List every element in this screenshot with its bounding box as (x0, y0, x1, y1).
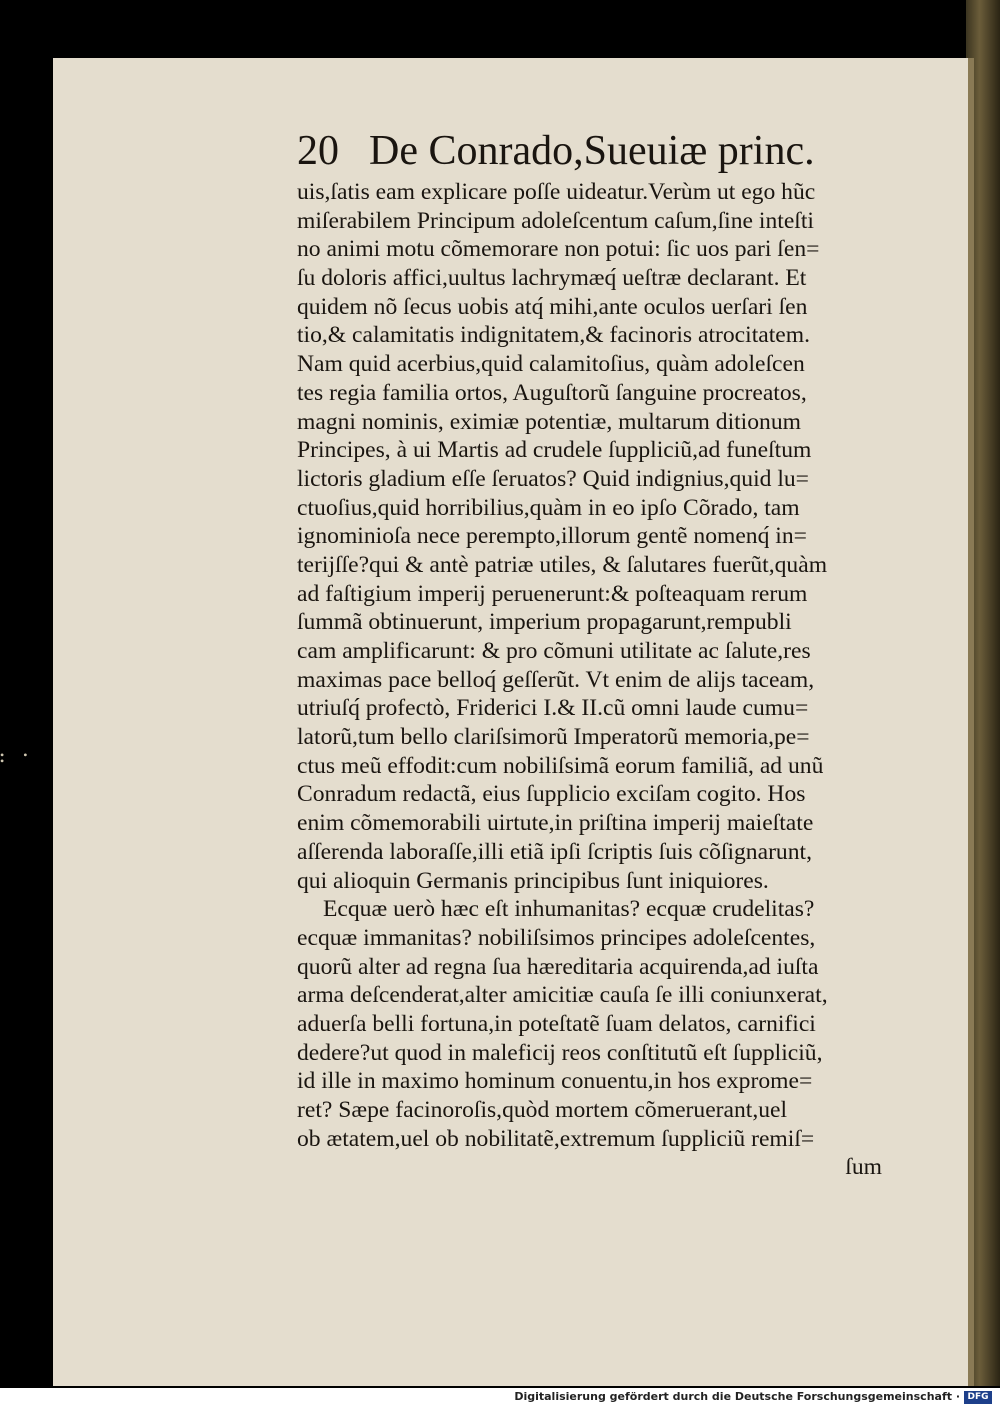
text-line: ret? Sæpe facinoroſis,quòd mortem cõmeruerant,uel (297, 1097, 788, 1123)
text-line: ob ætatem,uel ob nobilitatẽ,extremum ſuppliciũ remiſ= (297, 1125, 815, 1152)
text-line: miſerabilem Principum adoleſcentum caſum,ſine inteſti (297, 207, 814, 234)
digitization-footer (0, 1388, 1000, 1408)
text-line: ctus meũ effodit:cum nobiliſsimã eorum familiã, ad unũ (297, 752, 824, 779)
text-line: uis,ſatis eam explicare poſſe uideatur.Verùm ut ego hũc (297, 179, 816, 205)
page-number: 20 (297, 128, 339, 174)
text-line: Nam quid acerbius,quid calamitoſius, quàm adoleſcen (297, 351, 805, 378)
funding-credit: Digitalisierung gefördert durch die Deutsche Forschungsgemeinschaft · (514, 1390, 960, 1403)
dfg-logo: DFG (964, 1391, 992, 1404)
text-line: terijſſe?qui & antè patriæ utiles, & ſalutares fuerũt,quàm (297, 551, 828, 578)
text-line: magni nominis, eximiæ potentiæ, multarum ditionum (297, 408, 801, 435)
text-line: ſu doloris affici,uultus lachrymæq́ ueſtræ declarant. Et (297, 265, 807, 292)
text-line: arma deſcenderat,alter amicitiæ cauſa ſe illi coniunxerat, (297, 982, 828, 1009)
text-line: aduerſa belli fortuna,in poteſtatẽ ſuam delatos, carnifici (297, 1010, 816, 1037)
text-line: quidem nõ ſecus uobis atq́ mihi,ante oculos uerſari ſen (297, 293, 808, 320)
text-line: ctuoſius,quid horribilius,quàm in eo ipſo Cõrado, tam (297, 494, 800, 521)
text-line: cam amplificarunt: & pro cõmuni utilitate ac ſalute,res (297, 638, 811, 664)
text-line: qui alioquin Germanis principibus ſunt iniquiores. (297, 867, 769, 894)
text-line: no animi motu cõmemorare non potui: ſic uos pari ſen= (297, 236, 820, 263)
text-line: ignominioſa nece perempto,illorum gentẽ nomenq́ in= (297, 523, 807, 550)
text-line: latorũ,tum bello clariſsimorũ Imperatorũ memoria,pe= (297, 724, 810, 751)
catchword: ſum (845, 1154, 882, 1181)
page-header (297, 126, 877, 176)
text-line: lictoris gladium eſſe ſeruatos? Quid indignius,quid lu= (297, 465, 809, 492)
text-line: ad faſtigium imperij peruenerunt:& poſteaquam rerum (297, 580, 808, 607)
running-title: De Conrado,Sueuiæ princ. (369, 128, 815, 174)
text-line: utriuſq́ profectò, Friderici I.& II.cũ omni laude cumu= (297, 695, 809, 722)
text-line: ſummã obtinuerunt, imperium propagarunt,rempubli (297, 609, 792, 636)
text-line: ecquæ immanitas? nobiliſsimos principes adoleſcentes, (297, 924, 816, 951)
body-text (297, 178, 882, 1182)
paragraph-start-line: Ecquæ uerò hæc eſt inhumanitas? ecquæ crudelitas? (323, 896, 815, 923)
scan-margin-dots: • • • (0, 748, 36, 768)
text-line: id ille in maximo hominum conuentu,in hos exprome= (297, 1068, 813, 1095)
text-line: aſſerenda laboraſſe,illi etiã ipſi ſcriptis ſuis cõſignarunt, (297, 838, 812, 865)
text-line: Conradum redactã, eius ſupplicio exciſam cogito. Hos (297, 781, 806, 808)
text-line: enim cõmemorabili uirtute,in priſtina imperij maieſtate (297, 810, 814, 837)
text-line: tio,& calamitatis indignitatem,& facinoris atrocitatem. (297, 322, 811, 349)
text-line: Principes, à ui Martis ad crudele ſuppliciũ,ad funeſtum (297, 437, 812, 464)
text-line: tes regia familia ortos, Auguſtorũ ſanguine procreatos, (297, 379, 807, 406)
text-line: maximas pace belloq́ geſſerũt. Vt enim de alijs taceam, (297, 666, 815, 693)
text-line: dedere?ut quod in maleficij reos conſtitutũ eſt ſuppliciũ, (297, 1039, 823, 1066)
text-line: quorũ alter ad regna ſua hæreditaria acquirenda,ad iuſta (297, 953, 819, 980)
